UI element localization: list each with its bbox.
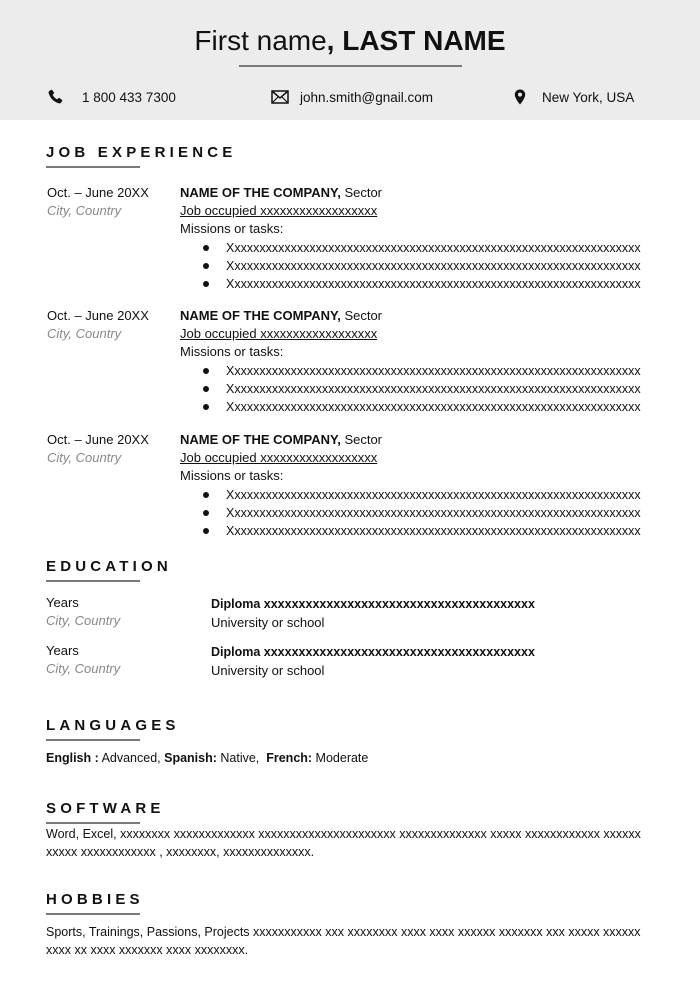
job-date: Oct. – June 20XX [47,185,149,200]
section-underline [46,166,140,168]
section-title-software: SOFTWARE [46,800,165,817]
task-item [200,257,641,275]
job-company [180,308,382,323]
bullet-icon [203,281,209,287]
education-school: University or school [211,663,325,678]
task-item [200,504,641,522]
map-pin-icon [514,89,526,105]
bullet-icon [203,245,209,251]
job-entry [0,185,700,295]
language-spanish: Spanish: [164,751,217,765]
education-city: City, Country [46,661,121,676]
phone-number: 1 800 433 7300 [82,89,176,105]
education-diploma: Diploma xxxxxxxxxxxxxxxxxxxxxxxxxxxxxxxxxxxxxxx [211,645,535,659]
hobbies-text: Sports, Trainings, Passions, Projects xxxxxxxxxxx xxx xxxxxxxx xxxx xxxx xxxxxx xxxxxxx xxx xxxxx xxxxxx xxxx xx xxxx xxxxxxx xxxx xxxxxxxx. [46,925,641,957]
task-item [200,398,641,416]
job-entry [0,308,700,418]
task-list [200,486,641,540]
section-title-hobbies: HOBBIES [46,891,144,908]
job-company [180,185,382,200]
language-french-level: Moderate [312,751,369,765]
first-name: First name [194,25,327,56]
bullet-icon [203,492,209,498]
task-item [200,362,641,380]
education-school: University or school [211,615,325,630]
education-entry [0,643,700,683]
task-text: Xxxxxxxxxxxxxxxxxxxxxxxxxxxxxxxxxxxxxxxxxxxxxxxxxxxxxxxxxxxxxxxxxx [226,259,641,273]
task-text: Xxxxxxxxxxxxxxxxxxxxxxxxxxxxxxxxxxxxxxxxxxxxxxxxxxxxxxxxxxxxxxxxxx [226,382,641,396]
company-sector: Sector [340,185,383,200]
bullet-icon [203,386,209,392]
task-text: Xxxxxxxxxxxxxxxxxxxxxxxxxxxxxxxxxxxxxxxxxxxxxxxxxxxxxxxxxxxxxxxxxx [226,241,641,255]
bullet-icon [203,263,209,269]
job-occupied: Job occupied xxxxxxxxxxxxxxxxxx [180,450,378,465]
task-item [200,239,641,257]
task-item [200,380,641,398]
task-text: Xxxxxxxxxxxxxxxxxxxxxxxxxxxxxxxxxxxxxxxxxxxxxxxxxxxxxxxxxxxxxxxxxx [226,277,641,291]
contact-email [271,86,433,108]
header-band [0,0,700,120]
email-address: john.smith@gnail.com [300,89,434,105]
education-city: City, Country [46,613,121,628]
missions-label: Missions or tasks: [180,344,284,359]
contact-location [514,86,634,108]
task-text: Xxxxxxxxxxxxxxxxxxxxxxxxxxxxxxxxxxxxxxxxxxxxxxxxxxxxxxxxxxxxxxxxxx [226,506,641,520]
contact-phone [46,86,176,108]
task-text: Xxxxxxxxxxxxxxxxxxxxxxxxxxxxxxxxxxxxxxxxxxxxxxxxxxxxxxxxxxxxxxxxxx [226,400,641,414]
job-city: City, Country [47,450,122,465]
language-english: English : [46,751,99,765]
phone-icon [46,88,64,106]
task-list [200,239,641,293]
full-name [0,24,700,58]
company-name: NAME OF THE COMPANY, [180,432,341,447]
missions-label: Missions or tasks: [180,221,284,236]
software-text: Word, Excel, xxxxxxxx xxxxxxxxxxxxx xxxxxxxxxxxxxxxxxxxxxx xxxxxxxxxxxxxx xxxxx xxxxxxxxxxxx xxxxxx xxxxx xxxxxxxxxxxx , xxxxxxxx, xxxxxxxxxxxxxx. [46,827,641,859]
education-years: Years [46,643,79,658]
bullet-icon [203,528,209,534]
job-city: City, Country [47,203,122,218]
job-city: City, Country [47,326,122,341]
education-years: Years [46,595,79,610]
section-title-education: EDUCATION [46,558,172,575]
job-occupied: Job occupied xxxxxxxxxxxxxxxxxx [180,326,378,341]
section-underline [46,739,140,741]
job-company [180,432,382,447]
job-entry [0,432,700,542]
task-list [200,362,641,416]
envelope-icon [271,90,289,104]
job-date: Oct. – June 20XX [47,432,149,447]
task-item [200,522,641,540]
task-text: Xxxxxxxxxxxxxxxxxxxxxxxxxxxxxxxxxxxxxxxxxxxxxxxxxxxxxxxxxxxxxxxxxx [226,488,641,502]
education-diploma: Diploma xxxxxxxxxxxxxxxxxxxxxxxxxxxxxxxxxxxxxxx [211,597,535,611]
section-underline [46,913,140,915]
task-text: Xxxxxxxxxxxxxxxxxxxxxxxxxxxxxxxxxxxxxxxxxxxxxxxxxxxxxxxxxxxxxxxxxx [226,524,641,538]
language-french: French: [266,751,313,765]
bullet-icon [203,404,209,410]
name-underline [239,65,462,67]
last-name: , LAST NAME [326,25,506,56]
company-name: NAME OF THE COMPANY, [180,308,341,323]
section-underline [46,580,140,582]
language-english-level: Advanced, [98,751,165,765]
education-entry [0,595,700,635]
languages-line [46,749,666,767]
job-occupied: Job occupied xxxxxxxxxxxxxxxxxx [180,203,378,218]
task-text: Xxxxxxxxxxxxxxxxxxxxxxxxxxxxxxxxxxxxxxxxxxxxxxxxxxxxxxxxxxxxxxxxxx [226,364,641,378]
language-spanish-level: Native, [216,751,267,765]
missions-label: Missions or tasks: [180,468,284,483]
company-name: NAME OF THE COMPANY, [180,185,341,200]
section-title-languages: LANGUAGES [46,717,180,734]
bullet-icon [203,368,209,374]
section-title-job-experience: JOB EXPERIENCE [46,144,237,161]
company-sector: Sector [340,308,383,323]
location: New York, USA [542,89,635,105]
task-item [200,275,641,293]
company-sector: Sector [340,432,383,447]
job-date: Oct. – June 20XX [47,308,149,323]
bullet-icon [203,510,209,516]
section-underline [46,822,140,824]
task-item [200,486,641,504]
